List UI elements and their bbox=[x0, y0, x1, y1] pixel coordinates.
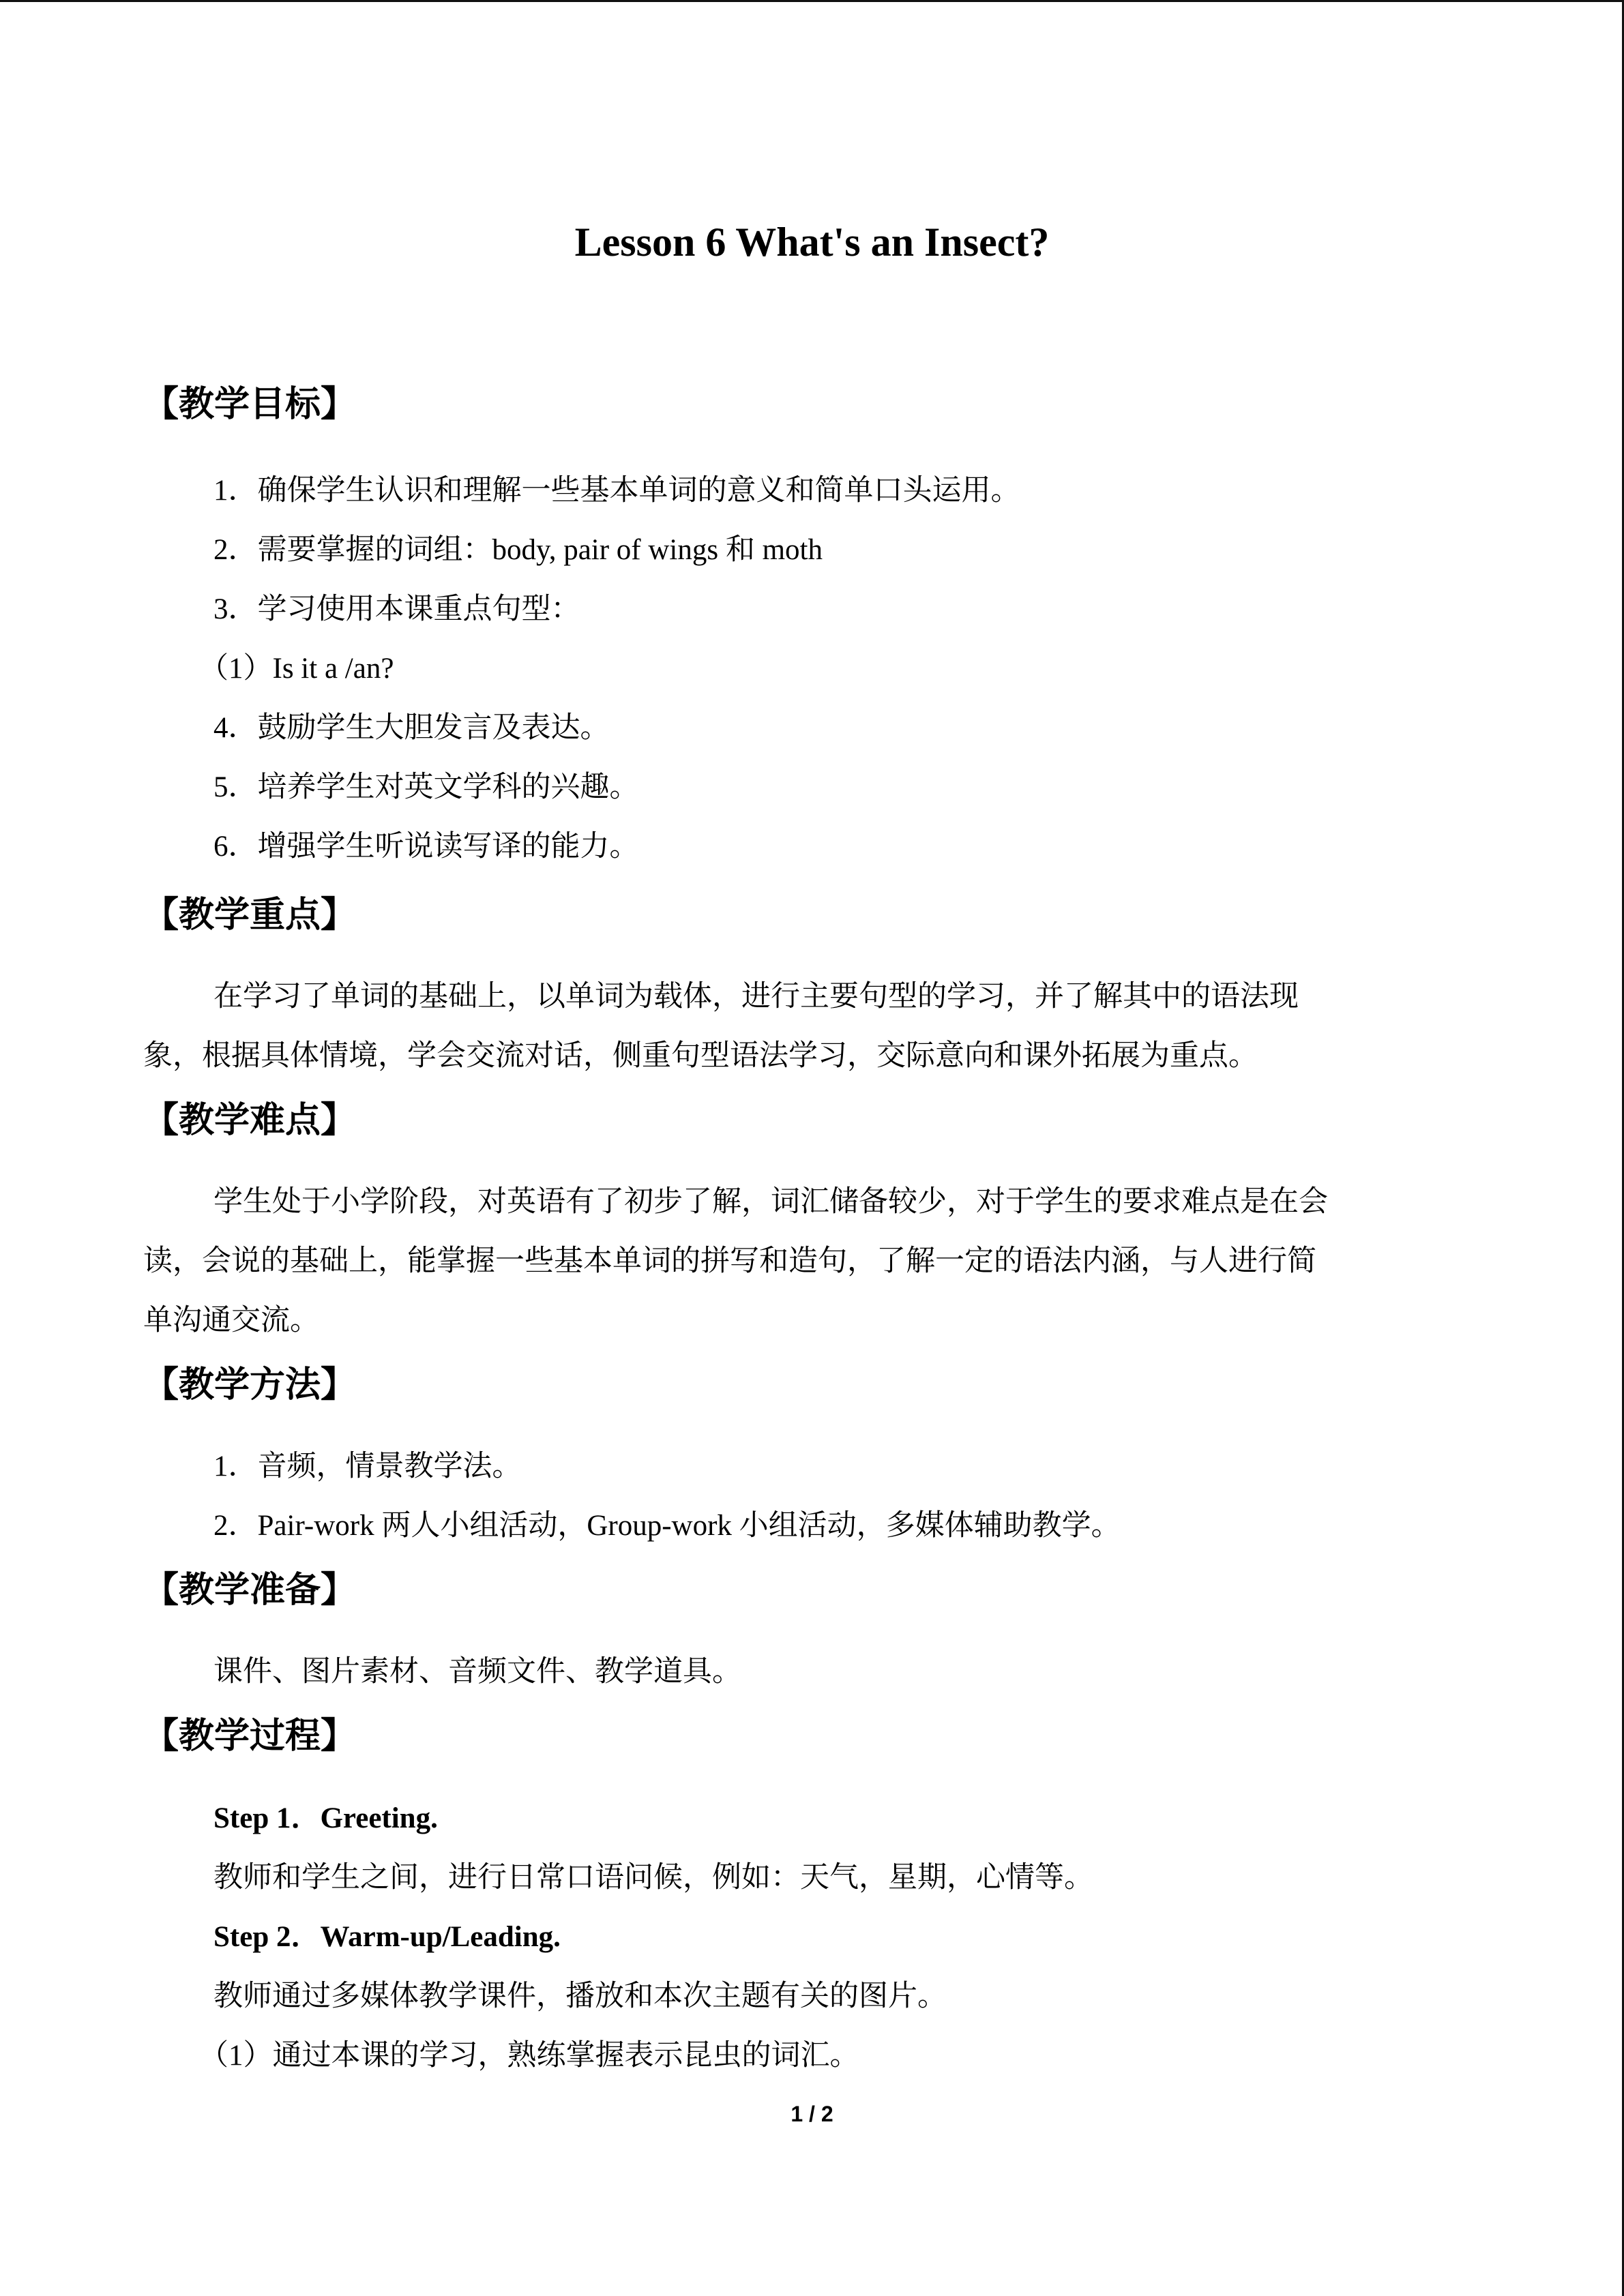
preparation-text: 课件、图片素材、音频文件、教学道具。 bbox=[213, 1656, 741, 1688]
step-1-line-1: 教师和学生之间，进行日常口语问候，例如：天气，星期，心情等。 bbox=[213, 1862, 1093, 1894]
objective-item-1: 1．确保学生认识和理解一些基本单词的意义和简单口头运用。 bbox=[213, 475, 1020, 507]
step-1-title: Step 1．Greeting. bbox=[213, 1802, 438, 1834]
difficulties-line-3: 单沟通交流。 bbox=[143, 1304, 319, 1337]
objective-item-2: 2．需要掌握的词组：body, pair of wings 和 moth bbox=[213, 534, 823, 566]
objective-item-5: 5．培养学生对英文学科的兴趣。 bbox=[213, 771, 639, 803]
section-heading-difficulties: 【教学难点】 bbox=[143, 1100, 357, 1141]
section-heading-key-points: 【教学重点】 bbox=[143, 895, 357, 936]
section-heading-objectives: 【教学目标】 bbox=[143, 384, 357, 425]
section-heading-preparation: 【教学准备】 bbox=[143, 1570, 357, 1611]
section-heading-process: 【教学过程】 bbox=[143, 1716, 357, 1757]
difficulties-line-1: 学生处于小学阶段，对英语有了初步了解，词汇储备较少，对于学生的要求难点是在会 bbox=[213, 1186, 1328, 1218]
method-item-1: 1．音频，情景教学法。 bbox=[213, 1450, 522, 1482]
objective-subitem-1: （1）Is it a /an? bbox=[199, 653, 394, 685]
objective-item-6: 6．增强学生听说读写译的能力。 bbox=[213, 831, 639, 863]
method-item-2: 2．Pair-work 两人小组活动，Group-work 小组活动，多媒体辅助教学。 bbox=[213, 1510, 1121, 1542]
objective-item-3: 3．学习使用本课重点句型： bbox=[213, 593, 580, 625]
page-border-top bbox=[0, 0, 1624, 2]
section-heading-methods: 【教学方法】 bbox=[143, 1365, 357, 1405]
document-title: Lesson 6 What's an Insect? bbox=[574, 220, 1050, 265]
objective-item-4: 4．鼓励学生大胆发言及表达。 bbox=[213, 712, 610, 744]
step-2-line-1: 教师通过多媒体教学课件，播放和本次主题有关的图片。 bbox=[213, 1980, 947, 2012]
key-points-line-1: 在学习了单词的基础上，以单词为载体，进行主要句型的学习，并了解其中的语法现 bbox=[213, 981, 1299, 1013]
key-points-line-2: 象，根据具体情境，学会交流对话，侧重句型语法学习，交际意向和课外拓展为重点。 bbox=[143, 1040, 1258, 1072]
step-2-title: Step 2．Warm-up/Leading. bbox=[213, 1921, 561, 1953]
difficulties-line-2: 读，会说的基础上，能掌握一些基本单词的拼写和造句，了解一定的语法内涵，与人进行简 bbox=[143, 1245, 1316, 1277]
page-number: 1 / 2 bbox=[791, 2102, 833, 2126]
step-2-line-2: （1）通过本课的学习，熟练掌握表示昆虫的词汇。 bbox=[199, 2040, 859, 2072]
